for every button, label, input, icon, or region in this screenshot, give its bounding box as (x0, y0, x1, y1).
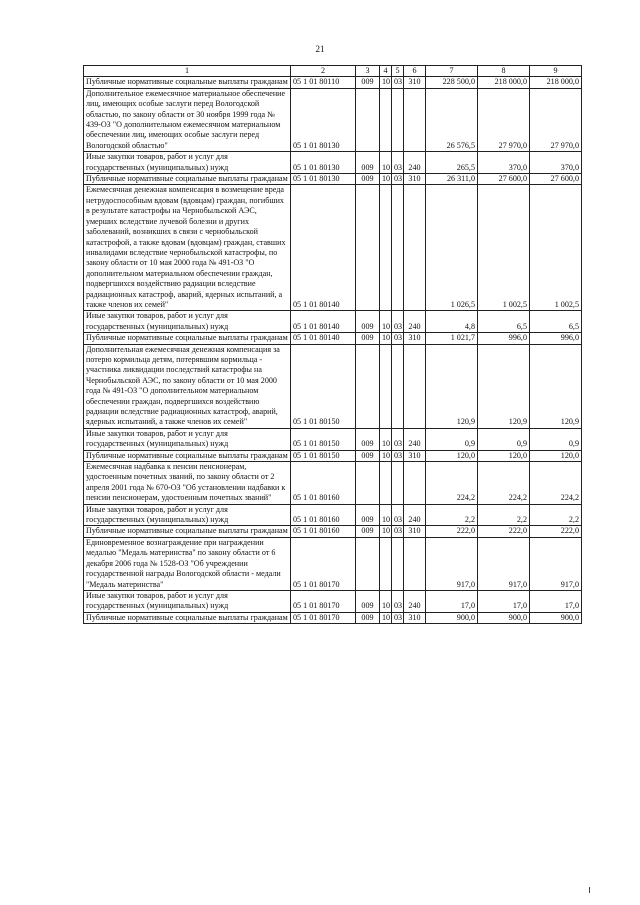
subsection-code: 03 (392, 612, 404, 623)
section-code (380, 88, 392, 151)
row-description: Единовременное вознаграждение при награждении медалью "Медаль материнства" по закону области от 6 декабря 2006 года № 1528-ОЗ "Об учреждении государственной награды Вологодской области - медали "Медаль материнства" (84, 537, 291, 590)
amount-col-8: 996,0 (478, 333, 530, 344)
amount-col-8: 2,2 (478, 504, 530, 526)
expense-type-code: 310 (404, 526, 426, 537)
amount-col-8: 27 600,0 (478, 174, 530, 185)
target-article-code: 05 1 01 80150 (291, 450, 356, 461)
expense-type-code: 240 (404, 311, 426, 333)
amount-col-9: 2,2 (530, 504, 582, 526)
section-code (380, 344, 392, 428)
amount-col-7: 26 311,0 (426, 174, 478, 185)
target-article-code: 05 1 01 80170 (291, 537, 356, 590)
expense-type-code: 240 (404, 590, 426, 612)
section-code: 10 (380, 504, 392, 526)
expense-type-code: 240 (404, 504, 426, 526)
target-article-code: 05 1 01 80130 (291, 174, 356, 185)
section-code: 10 (380, 450, 392, 461)
target-article-code: 05 1 01 80140 (291, 311, 356, 333)
target-article-code: 05 1 01 80140 (291, 185, 356, 311)
amount-col-9: 224,2 (530, 462, 582, 505)
amount-col-7: 17,0 (426, 590, 478, 612)
section-code (380, 185, 392, 311)
section-code: 10 (380, 590, 392, 612)
row-description: Иные закупки товаров, работ и услуг для государственных (муниципальных) нужд (84, 504, 291, 526)
target-article-code: 05 1 01 80160 (291, 462, 356, 505)
budget-table (83, 65, 582, 624)
amount-col-7: 222,0 (426, 526, 478, 537)
row-description: Публичные нормативные социальные выплаты гражданам (84, 612, 291, 623)
expense-type-code (404, 88, 426, 151)
row-description: Ежемесячная денежная компенсация в возмещение вреда нетрудоспособным вдовам (вдовцам) граждан, погибших в результате катастрофы на Чернобыльской АЭС, умерших вследствие лучевой болезни и других заболеваний, возникших в связи с чернобыльской катастрофой, а также вдовам (вдовцам) граждан, ставших инвалидами вследствие чернобыльской катастрофы, по закону области от 10 мая 2000 года № 491-ОЗ "О дополнительном материальном обеспечении граждан, подвергшихся воздействию радиации вследствие радиационных катастроф, аварий, ядерных испытаний, а также членов их семей" (84, 185, 291, 311)
department-code: 009 (356, 333, 380, 344)
amount-col-7: 26 576,5 (426, 88, 478, 151)
table-row (84, 152, 582, 174)
expense-type-code: 240 (404, 428, 426, 450)
department-code (356, 344, 380, 428)
amount-col-8: 27 970,0 (478, 88, 530, 151)
header-cell: 1 (84, 66, 291, 77)
expense-type-code (404, 462, 426, 505)
amount-col-8: 370,0 (478, 152, 530, 174)
amount-col-9: 1 002,5 (530, 185, 582, 311)
amount-col-7: 4,8 (426, 311, 478, 333)
corner-mark (589, 887, 590, 893)
target-article-code: 05 1 01 80140 (291, 333, 356, 344)
header-cell: 9 (530, 66, 582, 77)
subsection-code: 03 (392, 428, 404, 450)
amount-col-9: 27 600,0 (530, 174, 582, 185)
table-row (84, 428, 582, 450)
row-description: Публичные нормативные социальные выплаты гражданам (84, 77, 291, 88)
amount-col-9: 996,0 (530, 333, 582, 344)
expense-type-code: 310 (404, 450, 426, 461)
amount-col-7: 120,9 (426, 344, 478, 428)
section-code: 10 (380, 311, 392, 333)
table-row (84, 185, 582, 311)
amount-col-8: 120,9 (478, 344, 530, 428)
amount-col-8: 218 000,0 (478, 77, 530, 88)
table-body (84, 77, 582, 624)
section-code: 10 (380, 77, 392, 88)
subsection-code: 03 (392, 174, 404, 185)
amount-col-7: 917,0 (426, 537, 478, 590)
section-code: 10 (380, 612, 392, 623)
header-cell: 2 (291, 66, 356, 77)
amount-col-7: 265,5 (426, 152, 478, 174)
expense-type-code (404, 344, 426, 428)
expense-type-code: 310 (404, 174, 426, 185)
amount-col-7: 1 026,5 (426, 185, 478, 311)
amount-col-9: 27 970,0 (530, 88, 582, 151)
amount-col-8: 900,0 (478, 612, 530, 623)
amount-col-7: 224,2 (426, 462, 478, 505)
subsection-code (392, 344, 404, 428)
subsection-code: 03 (392, 333, 404, 344)
section-code (380, 537, 392, 590)
row-description: Публичные нормативные социальные выплаты гражданам (84, 333, 291, 344)
target-article-code: 05 1 01 80110 (291, 77, 356, 88)
section-code: 10 (380, 152, 392, 174)
amount-col-9: 0,9 (530, 428, 582, 450)
department-code: 009 (356, 428, 380, 450)
department-code: 009 (356, 152, 380, 174)
subsection-code: 03 (392, 526, 404, 537)
amount-col-9: 917,0 (530, 537, 582, 590)
subsection-code (392, 88, 404, 151)
amount-col-8: 1 002,5 (478, 185, 530, 311)
department-code: 009 (356, 612, 380, 623)
row-description: Иные закупки товаров, работ и услуг для государственных (муниципальных) нужд (84, 152, 291, 174)
table-row (84, 450, 582, 461)
amount-col-8: 17,0 (478, 590, 530, 612)
row-description: Публичные нормативные социальные выплаты гражданам (84, 174, 291, 185)
subsection-code (392, 462, 404, 505)
amount-col-9: 222,0 (530, 526, 582, 537)
amount-col-9: 900,0 (530, 612, 582, 623)
header-cell: 7 (426, 66, 478, 77)
row-description: Иные закупки товаров, работ и услуг для государственных (муниципальных) нужд (84, 590, 291, 612)
table-row (84, 174, 582, 185)
amount-col-9: 120,0 (530, 450, 582, 461)
department-code: 009 (356, 77, 380, 88)
amount-col-7: 900,0 (426, 612, 478, 623)
department-code: 009 (356, 526, 380, 537)
expense-type-code (404, 185, 426, 311)
section-code: 10 (380, 174, 392, 185)
amount-col-8: 6,5 (478, 311, 530, 333)
amount-col-9: 6,5 (530, 311, 582, 333)
row-description: Иные закупки товаров, работ и услуг для государственных (муниципальных) нужд (84, 428, 291, 450)
department-code: 009 (356, 311, 380, 333)
amount-col-9: 120,9 (530, 344, 582, 428)
section-code (380, 462, 392, 505)
table-row (84, 462, 582, 505)
expense-type-code: 240 (404, 152, 426, 174)
subsection-code: 03 (392, 311, 404, 333)
amount-col-7: 120,0 (426, 450, 478, 461)
department-code (356, 185, 380, 311)
amount-col-9: 17,0 (530, 590, 582, 612)
department-code: 009 (356, 590, 380, 612)
row-description: Иные закупки товаров, работ и услуг для государственных (муниципальных) нужд (84, 311, 291, 333)
target-article-code: 05 1 01 80150 (291, 344, 356, 428)
department-code: 009 (356, 504, 380, 526)
table-row (84, 344, 582, 428)
target-article-code: 05 1 01 80160 (291, 504, 356, 526)
target-article-code: 05 1 01 80160 (291, 526, 356, 537)
header-cell: 5 (392, 66, 404, 77)
target-article-code: 05 1 01 80170 (291, 590, 356, 612)
department-code (356, 88, 380, 151)
table-header-row (84, 66, 582, 77)
subsection-code: 03 (392, 77, 404, 88)
row-description: Ежемесячная надбавка к пенсии пенсионерам, удостоенным почетных званий, по закону области от 2 апреля 2001 года № 670-ОЗ "Об установлении надбавки к пенсии пенсионерам, удостоенным почетных званий" (84, 462, 291, 505)
department-code (356, 462, 380, 505)
table-row (84, 537, 582, 590)
section-code: 10 (380, 526, 392, 537)
table-row (84, 526, 582, 537)
page-number: 21 (315, 44, 325, 54)
header-cell: 6 (404, 66, 426, 77)
amount-col-8: 222,0 (478, 526, 530, 537)
target-article-code: 05 1 01 80130 (291, 88, 356, 151)
amount-col-7: 2,2 (426, 504, 478, 526)
row-description: Публичные нормативные социальные выплаты гражданам (84, 526, 291, 537)
header-cell: 4 (380, 66, 392, 77)
row-description: Публичные нормативные социальные выплаты гражданам (84, 450, 291, 461)
amount-col-9: 218 000,0 (530, 77, 582, 88)
target-article-code: 05 1 01 80130 (291, 152, 356, 174)
amount-col-9: 370,0 (530, 152, 582, 174)
section-code: 10 (380, 428, 392, 450)
header-cell: 3 (356, 66, 380, 77)
amount-col-7: 228 500,0 (426, 77, 478, 88)
table-row (84, 311, 582, 333)
row-description: Дополнительная ежемесячная денежная компенсация за потерю кормильца детям, потерявшим кормильца - участника ликвидации последствий катастрофы на Чернобыльской АЭС, по закону области от 10 мая 2000 года № 491-ОЗ "О дополнительном материальном обеспечении граждан, подвергшихся воздействию радиации вследствие радиационных катастроф, аварий, ядерных испытаний, а также членов их семей" (84, 344, 291, 428)
subsection-code: 03 (392, 590, 404, 612)
header-cell: 8 (478, 66, 530, 77)
amount-col-8: 917,0 (478, 537, 530, 590)
amount-col-8: 120,0 (478, 450, 530, 461)
table-row (84, 590, 582, 612)
table-row (84, 612, 582, 623)
amount-col-8: 0,9 (478, 428, 530, 450)
amount-col-8: 224,2 (478, 462, 530, 505)
subsection-code (392, 185, 404, 311)
subsection-code: 03 (392, 152, 404, 174)
row-description: Дополнительное ежемесячное материальное обеспечение лиц, имеющих особые заслуги перед Вологодской областью, по закону области от 30 ноября 1999 года № 439-ОЗ "О дополнительном ежемесячном материальном обеспечении лиц, имеющих особые заслуги перед Вологодской областью" (84, 88, 291, 151)
department-code: 009 (356, 174, 380, 185)
target-article-code: 05 1 01 80170 (291, 612, 356, 623)
subsection-code: 03 (392, 504, 404, 526)
department-code (356, 537, 380, 590)
expense-type-code: 310 (404, 612, 426, 623)
subsection-code: 03 (392, 450, 404, 461)
amount-col-7: 1 021,7 (426, 333, 478, 344)
target-article-code: 05 1 01 80150 (291, 428, 356, 450)
table-row (84, 77, 582, 88)
expense-type-code (404, 537, 426, 590)
section-code: 10 (380, 333, 392, 344)
amount-col-7: 0,9 (426, 428, 478, 450)
table-row (84, 504, 582, 526)
expense-type-code: 310 (404, 77, 426, 88)
department-code: 009 (356, 450, 380, 461)
table-row (84, 333, 582, 344)
table-row (84, 88, 582, 151)
expense-type-code: 310 (404, 333, 426, 344)
subsection-code (392, 537, 404, 590)
